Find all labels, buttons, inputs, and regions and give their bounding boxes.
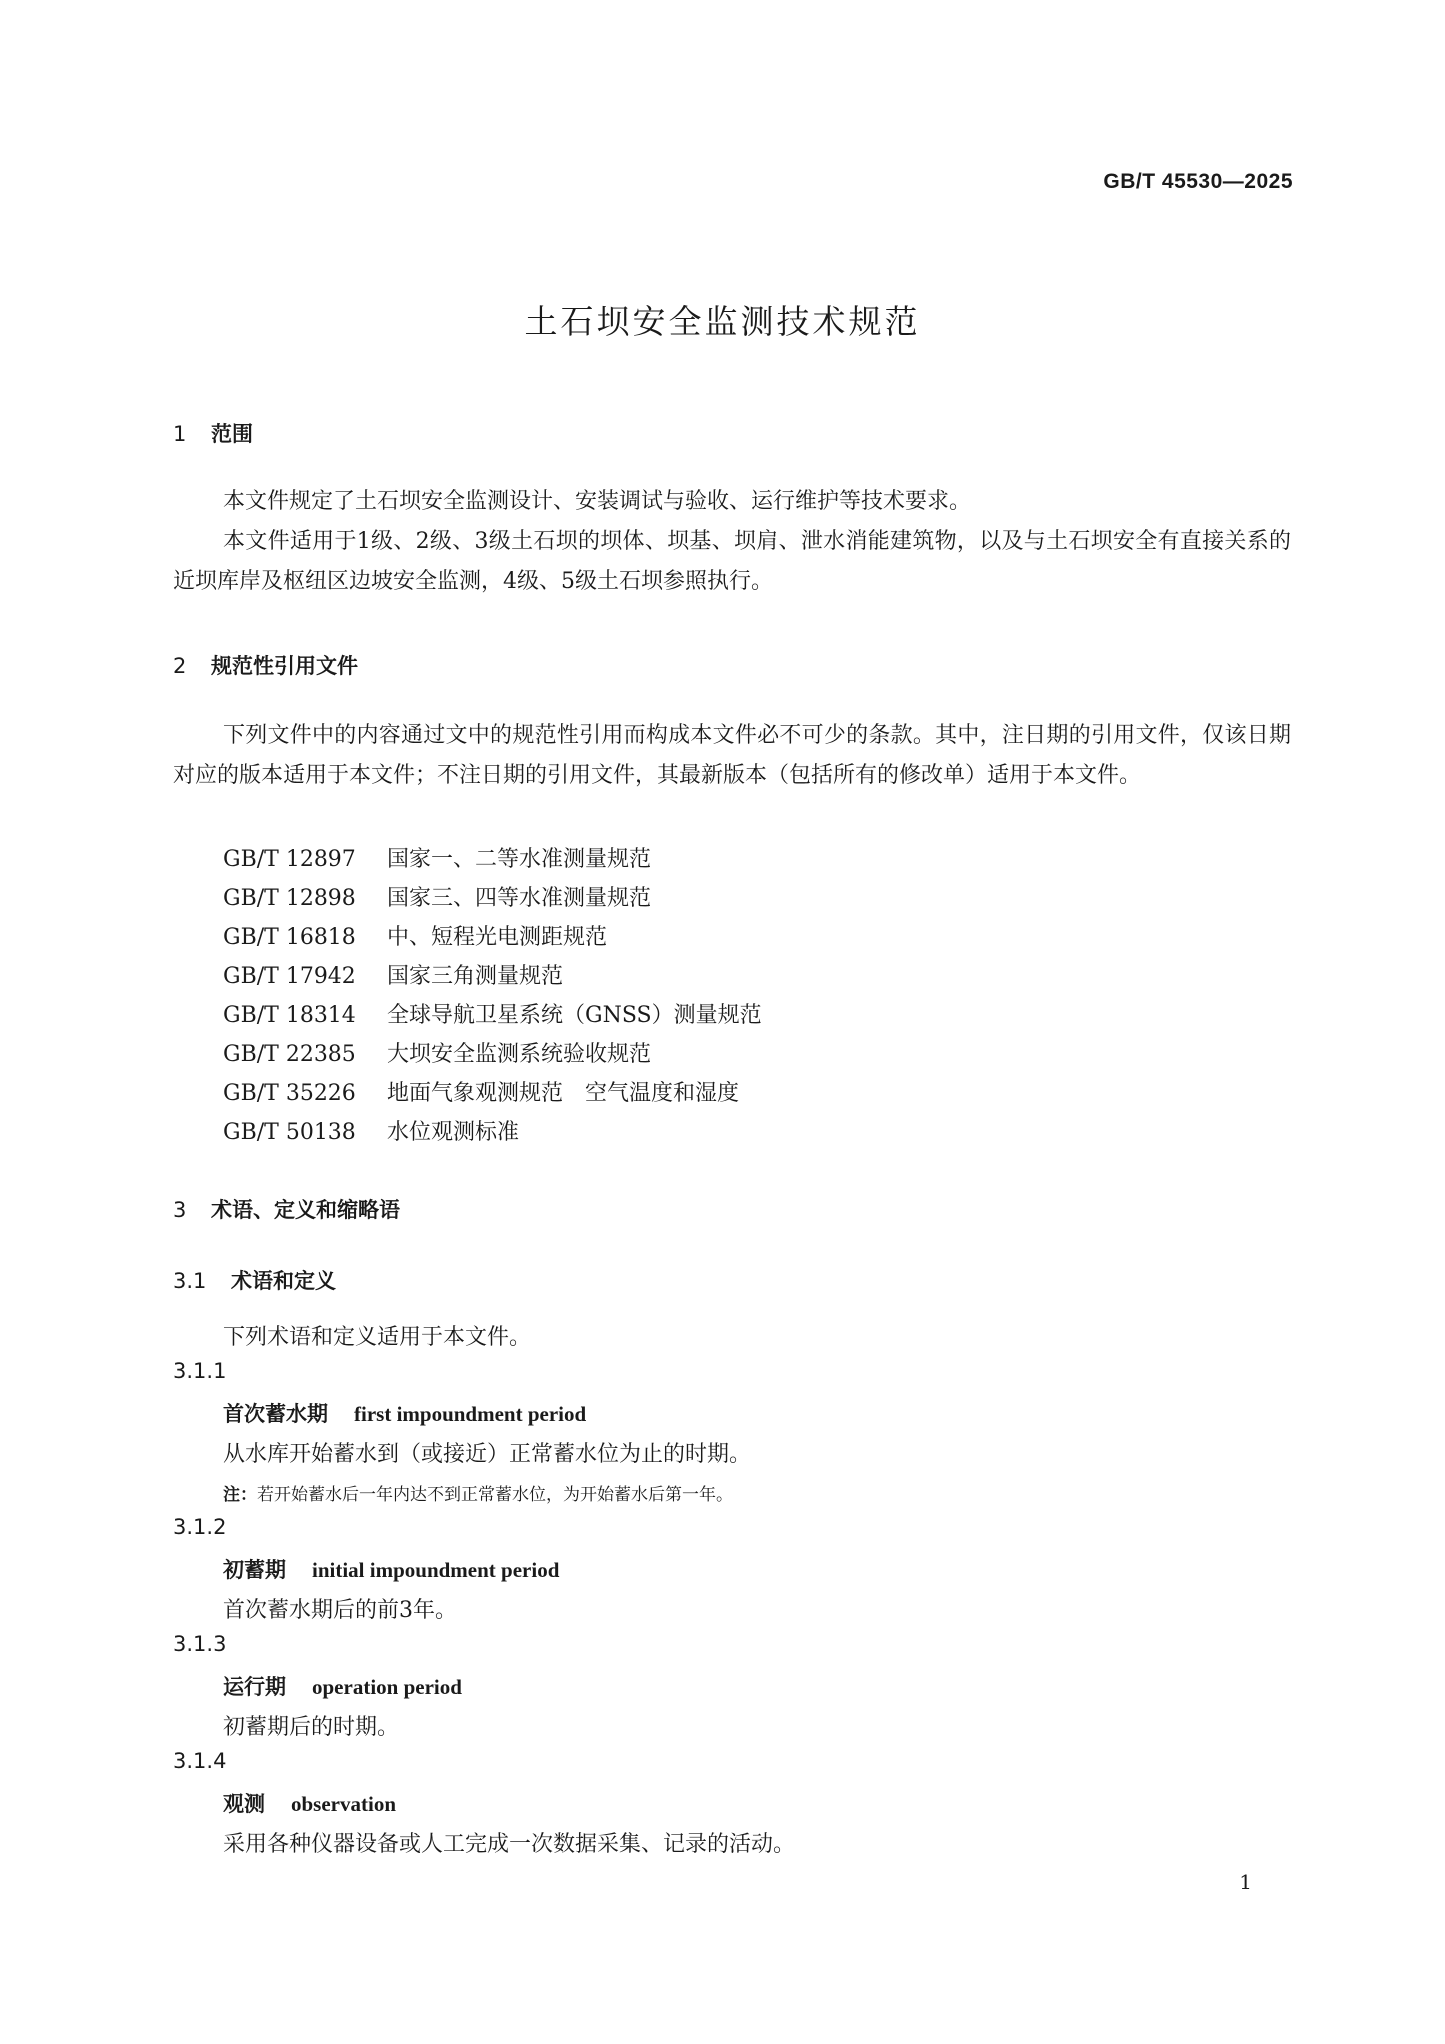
reference-name: 国家一、二等水准测量规范	[387, 847, 652, 872]
section-number: 2	[173, 654, 187, 678]
reference-item	[223, 998, 762, 1029]
term-name	[223, 1398, 586, 1428]
section-1-heading	[173, 418, 253, 448]
reference-item	[223, 1076, 739, 1107]
term-name-zh: 运行期	[223, 1674, 286, 1699]
reference-name: 中、短程光电测距规范	[387, 925, 608, 950]
section-2-heading	[173, 650, 358, 680]
term-name-en: initial impoundment period	[312, 1558, 560, 1582]
reference-item	[223, 920, 607, 951]
reference-item	[223, 959, 563, 990]
page-number: 1	[1239, 1870, 1252, 1894]
term-name	[223, 1671, 462, 1701]
reference-code: GB/T 12897	[223, 847, 356, 872]
document-title: 土石坝安全监测技术规范	[524, 302, 921, 341]
term-number: 3.1.1	[173, 1359, 227, 1383]
section-3-heading	[173, 1194, 400, 1224]
subsection-number: 3.1	[173, 1269, 207, 1293]
reference-item	[223, 881, 651, 912]
term-name	[223, 1554, 559, 1584]
scope-paragraph-2: 本文件适用于1级、2级、3级土石坝的坝体、坝基、坝肩、泄水消能建筑物，以及与土石坝安全有直接关系的近坝库岸及枢纽区边坡安全监测，4级、5级土石坝参照执行。	[173, 529, 1291, 594]
scope-paragraph-1: 本文件规定了土石坝安全监测设计、安装调试与验收、运行维护等技术要求。	[223, 489, 972, 514]
term-definition: 首次蓄水期后的前3年。	[223, 1598, 457, 1623]
terms-intro: 下列术语和定义适用于本文件。	[223, 1325, 532, 1350]
reference-name: 水位观测标准	[387, 1120, 520, 1145]
term-definition: 从水库开始蓄水到（或接近）正常蓄水位为止的时期。	[223, 1442, 752, 1467]
section-number: 3	[173, 1198, 187, 1222]
term-name-zh: 初蓄期	[223, 1557, 286, 1582]
reference-name: 国家三角测量规范	[387, 964, 564, 989]
term-name-zh: 首次蓄水期	[223, 1401, 328, 1426]
note-text: 若开始蓄水后一年内达不到正常蓄水位，为开始蓄水后第一年。	[257, 1485, 733, 1505]
reference-code: GB/T 18314	[223, 1003, 356, 1028]
reference-name: 全球导航卫星系统（GNSS）测量规范	[387, 1003, 762, 1028]
reference-code: GB/T 16818	[223, 925, 356, 950]
reference-code: GB/T 35226	[223, 1081, 356, 1106]
reference-code: GB/T 50138	[223, 1120, 356, 1145]
term-name-en: operation period	[312, 1675, 462, 1699]
reference-item	[223, 1115, 519, 1146]
note-label: 注：	[223, 1485, 257, 1505]
term-number: 3.1.2	[173, 1515, 227, 1539]
section-number: 1	[173, 422, 187, 446]
subsection-3-1-heading	[173, 1265, 336, 1295]
section-title: 范围	[211, 422, 253, 446]
reference-item	[223, 842, 651, 873]
reference-name: 国家三、四等水准测量规范	[387, 886, 652, 911]
term-name-zh: 观测	[223, 1791, 265, 1816]
term-definition: 初蓄期后的时期。	[223, 1715, 400, 1740]
reference-name: 地面气象观测规范 空气温度和湿度	[387, 1081, 740, 1106]
term-name-en: observation	[291, 1792, 396, 1816]
reference-code: GB/T 22385	[223, 1042, 356, 1067]
standard-number: GB/T 45530—2025	[1103, 170, 1293, 193]
reference-name: 大坝安全监测系统验收规范	[387, 1042, 652, 1067]
subsection-title: 术语和定义	[231, 1269, 336, 1293]
term-number: 3.1.4	[173, 1749, 227, 1773]
term-note	[223, 1480, 733, 1505]
reference-item	[223, 1037, 651, 1068]
term-number: 3.1.3	[173, 1632, 227, 1656]
normative-references-intro: 下列文件中的内容通过文中的规范性引用而构成本文件必不可少的条款。其中，注日期的引用文件，仅该日期对应的版本适用于本文件；不注日期的引用文件，其最新版本（包括所有的修改单）适用于本文件。	[173, 723, 1291, 788]
term-definition: 采用各种仪器设备或人工完成一次数据采集、记录的活动。	[223, 1832, 796, 1857]
section-title: 术语、定义和缩略语	[211, 1198, 400, 1222]
reference-code: GB/T 17942	[223, 964, 356, 989]
reference-code: GB/T 12898	[223, 886, 356, 911]
term-name-en: first impoundment period	[354, 1402, 587, 1426]
term-name	[223, 1788, 396, 1818]
section-title: 规范性引用文件	[211, 654, 358, 678]
